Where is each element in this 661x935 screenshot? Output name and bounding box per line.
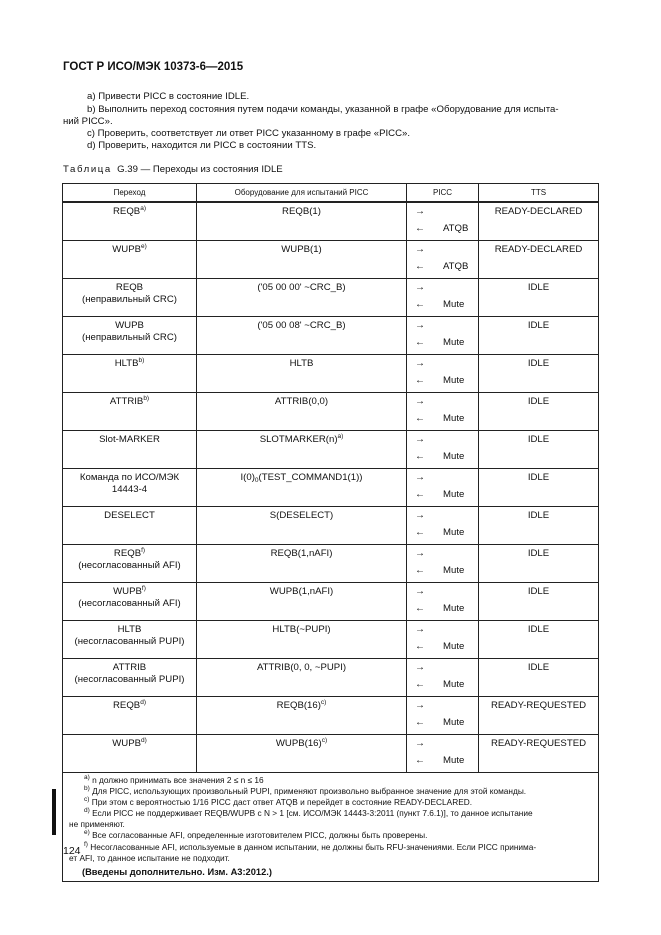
equipment-command: REQB(1,nAFI) <box>270 548 333 559</box>
footnotes-list <box>69 775 592 864</box>
transitions-table <box>62 183 599 882</box>
transition-footnote-ref: f) <box>141 585 146 592</box>
send-arrow-icon: → <box>415 548 425 559</box>
receive-arrow-icon: ← <box>415 603 425 614</box>
picc-response: Mute <box>443 299 465 310</box>
cell-transition <box>63 621 197 659</box>
cell-transition <box>63 202 197 241</box>
cell-equipment <box>197 735 407 773</box>
send-arrow-icon: → <box>415 662 425 673</box>
cell-equipment <box>197 507 407 545</box>
transition-name: HLTB <box>117 624 142 635</box>
table-row <box>63 507 599 545</box>
cell-picc <box>407 697 479 735</box>
page-number: 124 <box>63 845 81 857</box>
table-caption-prefix: Таблица <box>63 164 112 175</box>
table-row <box>63 697 599 735</box>
cell-tts <box>479 393 599 431</box>
equipment-command: HLTB <box>289 358 314 369</box>
send-arrow-icon: → <box>415 320 425 331</box>
receive-arrow-icon: ← <box>415 565 425 576</box>
equipment-command: S(DESELECT) <box>269 510 334 521</box>
footnote-text: Несогласованные AFI, используемые в данном испытании, не должны быть RFU-значениями. Если PICC принима- <box>87 841 537 852</box>
cell-picc <box>407 507 479 545</box>
footnote <box>69 842 592 853</box>
cell-picc <box>407 583 479 621</box>
cell-tts <box>479 621 599 659</box>
send-arrow-icon: → <box>415 586 425 597</box>
cell-tts <box>479 317 599 355</box>
table-row <box>63 279 599 317</box>
transition-note: (несогласованный PUPI) <box>74 636 185 647</box>
picc-response: Mute <box>443 451 465 462</box>
cell-equipment <box>197 545 407 583</box>
cell-tts <box>479 545 599 583</box>
cell-tts <box>479 735 599 773</box>
equipment-command: ATTRIB(0,0) <box>274 396 329 407</box>
send-arrow-icon: → <box>415 282 425 293</box>
tts-state: IDLE <box>527 320 550 331</box>
picc-response: Mute <box>443 641 465 652</box>
tts-state: IDLE <box>527 358 550 369</box>
transition-footnote-ref: b) <box>138 357 145 364</box>
command-rest: (TEST_COMMAND1(1)) <box>258 472 363 483</box>
cell-tts <box>479 697 599 735</box>
cell-tts <box>479 279 599 317</box>
table-caption-text: G.39 — Переходы из состояния IDLE <box>117 164 283 175</box>
transition-footnote-ref: d) <box>140 699 146 706</box>
cell-equipment <box>197 659 407 697</box>
cell-transition <box>63 697 197 735</box>
step-b: b) Выполнить переход состояния путем подачи команды, указанной в графе «Оборудование для испыта- <box>87 104 559 115</box>
picc-response: Mute <box>443 679 465 690</box>
cell-tts <box>479 583 599 621</box>
footnote-text: ет AFI, то данное испытание не подходит. <box>69 852 230 863</box>
footnote <box>69 853 592 864</box>
receive-arrow-icon: ← <box>415 489 425 500</box>
transition-footnote-ref: a) <box>140 205 146 212</box>
picc-response: Mute <box>443 337 465 348</box>
receive-arrow-icon: ← <box>415 337 425 348</box>
receive-arrow-icon: ← <box>415 717 425 728</box>
command-footnote-ref: a) <box>337 433 344 440</box>
send-arrow-icon: → <box>415 472 425 483</box>
transition-note: 14443-4 <box>111 484 148 495</box>
cell-equipment <box>197 355 407 393</box>
col-header-equipment: Оборудование для испытаний PICC <box>197 184 407 203</box>
table-row <box>63 202 599 241</box>
transition-name: REQB <box>113 700 141 711</box>
step-b-cont: ний PICC». <box>63 116 113 127</box>
footnote <box>69 819 592 830</box>
cell-picc <box>407 241 479 279</box>
cell-transition <box>63 279 197 317</box>
document-header: ГОСТ Р ИСО/МЭК 10373-6—2015 <box>63 61 244 73</box>
table-row <box>63 469 599 507</box>
transition-name: Slot-MARKER <box>99 434 160 445</box>
transition-name: ATTRIB <box>112 662 147 673</box>
footnote-mark: a) <box>84 774 90 781</box>
col-header-transition: Переход <box>63 184 197 203</box>
picc-response: Mute <box>443 565 465 576</box>
send-arrow-icon: → <box>415 738 425 749</box>
cell-tts <box>479 202 599 241</box>
cell-equipment <box>197 393 407 431</box>
col-header-tts: TTS <box>479 184 599 203</box>
send-arrow-icon: → <box>415 396 425 407</box>
transition-name: ATTRIB <box>109 396 144 407</box>
send-arrow-icon: → <box>415 358 425 369</box>
picc-response: Mute <box>443 717 465 728</box>
footnote <box>69 786 592 797</box>
receive-arrow-icon: ← <box>415 755 425 766</box>
send-arrow-icon: → <box>415 700 425 711</box>
cell-transition <box>63 507 197 545</box>
tts-state: IDLE <box>527 662 550 673</box>
cell-picc <box>407 279 479 317</box>
tts-state: READY-REQUESTED <box>490 738 587 749</box>
send-arrow-icon: → <box>415 244 425 255</box>
transition-footnote-ref: e) <box>141 243 147 250</box>
footnotes-row <box>63 773 599 882</box>
transition-name: DESELECT <box>104 510 155 521</box>
equipment-command: ('05 00 08' ~CRC_B) <box>257 320 346 331</box>
receive-arrow-icon: ← <box>415 375 425 386</box>
table-row <box>63 545 599 583</box>
receive-arrow-icon: ← <box>415 451 425 462</box>
transition-footnote-ref: d) <box>141 737 147 744</box>
equipment-command: SLOTMARKER(n) <box>259 434 338 445</box>
cell-picc <box>407 621 479 659</box>
picc-response: Mute <box>443 755 465 766</box>
step-c: c) Проверить, соответствует ли ответ PICC указанному в графе «PICC». <box>87 128 411 139</box>
receive-arrow-icon: ← <box>415 299 425 310</box>
transition-name: REQB <box>113 548 142 559</box>
equipment-command: REQB(1) <box>282 206 321 217</box>
cell-transition <box>63 583 197 621</box>
cell-equipment <box>197 583 407 621</box>
table-row <box>63 393 599 431</box>
tts-state: READY-DECLARED <box>494 244 583 255</box>
table-row <box>63 583 599 621</box>
cell-picc <box>407 393 479 431</box>
transition-note: (неправильный CRC) <box>82 294 177 305</box>
picc-response: Mute <box>443 603 465 614</box>
transition-footnote-ref: f) <box>141 547 146 554</box>
cell-tts <box>479 241 599 279</box>
picc-response: Mute <box>443 413 465 424</box>
cell-tts <box>479 659 599 697</box>
transition-note: (несогласованный PUPI) <box>74 674 185 685</box>
cell-equipment <box>197 317 407 355</box>
picc-response: ATQB <box>443 223 469 234</box>
table-row <box>63 735 599 773</box>
table-header-row <box>63 184 599 203</box>
cell-picc <box>407 431 479 469</box>
tts-state: IDLE <box>527 282 550 293</box>
cell-picc <box>407 355 479 393</box>
cell-picc <box>407 202 479 241</box>
equipment-command: WUPB(16) <box>275 738 322 749</box>
table-row <box>63 241 599 279</box>
transition-name: Команда по ИСО/МЭК <box>79 472 180 483</box>
cell-tts <box>479 431 599 469</box>
tts-state: IDLE <box>527 510 550 521</box>
cell-picc <box>407 469 479 507</box>
tts-state: IDLE <box>527 548 550 559</box>
cell-tts <box>479 355 599 393</box>
receive-arrow-icon: ← <box>415 413 425 424</box>
table-row <box>63 317 599 355</box>
tts-state: IDLE <box>527 624 550 635</box>
receive-arrow-icon: ← <box>415 679 425 690</box>
cell-transition <box>63 659 197 697</box>
cell-transition <box>63 469 197 507</box>
transition-name: WUPB <box>113 586 142 597</box>
footnote <box>69 808 592 819</box>
cell-picc <box>407 317 479 355</box>
equipment-command: I(0) <box>240 472 255 483</box>
receive-arrow-icon: ← <box>415 261 425 272</box>
transition-note: (несогласованный AFI) <box>78 598 181 609</box>
cell-picc <box>407 735 479 773</box>
col-header-picc: PICC <box>407 184 479 203</box>
cell-equipment <box>197 697 407 735</box>
cell-transition <box>63 735 197 773</box>
command-footnote-ref: c) <box>320 699 327 706</box>
cell-transition <box>63 355 197 393</box>
cell-equipment <box>197 202 407 241</box>
command-subscript: 0 <box>254 477 259 484</box>
equipment-command: WUPB(1) <box>281 244 322 255</box>
equipment-command: HLTB(~PUPI) <box>272 624 331 635</box>
transition-name: REQB <box>113 206 141 217</box>
tts-state: IDLE <box>527 586 550 597</box>
tts-state: IDLE <box>527 434 550 445</box>
receive-arrow-icon: ← <box>415 527 425 538</box>
footnote-mark: e) <box>84 829 90 837</box>
picc-response: Mute <box>443 527 465 538</box>
tts-state: IDLE <box>527 396 550 407</box>
step-d: d) Проверить, находится ли PICC в состоянии TTS. <box>87 140 317 151</box>
tts-state: READY-DECLARED <box>494 206 583 217</box>
receive-arrow-icon: ← <box>415 223 425 234</box>
table-row <box>63 659 599 697</box>
command-footnote-ref: c) <box>321 737 328 744</box>
cell-equipment <box>197 241 407 279</box>
amendment-note: (Введены дополнительно. Изм. А3:2012.) <box>82 866 272 877</box>
cell-tts <box>479 469 599 507</box>
cell-tts <box>479 507 599 545</box>
footnote-mark: c) <box>84 796 90 804</box>
footnote-text: Все согласованные AFI, определенные изготовителем PICC, должны быть проверены. <box>89 830 428 841</box>
transition-note: (неправильный CRC) <box>82 332 177 343</box>
transition-name: REQB <box>115 282 144 293</box>
picc-response: Mute <box>443 375 465 386</box>
transition-name: WUPB <box>112 738 141 749</box>
cell-equipment <box>197 469 407 507</box>
send-arrow-icon: → <box>415 624 425 635</box>
footnote-mark: b) <box>84 785 90 793</box>
footnote <box>69 797 592 808</box>
tts-state: READY-REQUESTED <box>490 700 587 711</box>
equipment-command: ('05 00 00' ~CRC_B) <box>257 282 346 293</box>
footnotes-cell <box>63 773 599 882</box>
footnote-text: Для PICC, использующих произвольный PUPI, применяют произвольно выбранное значение для этой команды. <box>89 786 527 797</box>
change-bar <box>52 789 56 835</box>
footnote-text: При этом с вероятностью 1/16 PICC даст ответ ATQB и перейдет в состояние READY-DECLARED. <box>89 797 473 808</box>
cell-transition <box>63 545 197 583</box>
transition-name: WUPB <box>115 320 144 331</box>
step-a: a) Привести PICC в состояние IDLE. <box>87 91 250 102</box>
table-row <box>63 621 599 659</box>
footnote-text: Если PICC не поддерживает REQB/WUPB с N > 1 [см. ИСО/МЭК 14443-3:2011 (пункт 7.6.1)], то данное испытание <box>89 808 533 819</box>
cell-equipment <box>197 621 407 659</box>
send-arrow-icon: → <box>415 434 425 445</box>
table-row <box>63 431 599 469</box>
footnote-text: не применяют. <box>69 819 125 830</box>
cell-equipment <box>197 431 407 469</box>
footnote <box>69 775 592 786</box>
tts-state: IDLE <box>527 472 550 483</box>
table-row <box>63 355 599 393</box>
footnote-mark: f) <box>84 840 88 848</box>
send-arrow-icon: → <box>415 510 425 521</box>
cell-transition <box>63 393 197 431</box>
footnote-text: n должно принимать все значения 2 ≤ n ≤ 16 <box>89 775 264 785</box>
receive-arrow-icon: ← <box>415 641 425 652</box>
transition-note: (несогласованный AFI) <box>78 560 181 571</box>
transition-name: WUPB <box>112 244 141 255</box>
cell-equipment <box>197 279 407 317</box>
equipment-command: WUPB(1,nAFI) <box>269 586 334 597</box>
transition-name: HLTB <box>114 358 139 369</box>
footnote <box>69 830 592 841</box>
picc-response: ATQB <box>443 261 469 272</box>
cell-transition <box>63 241 197 279</box>
cell-picc <box>407 545 479 583</box>
cell-transition <box>63 317 197 355</box>
table-caption <box>63 164 283 175</box>
cell-transition <box>63 431 197 469</box>
picc-response: Mute <box>443 489 465 500</box>
send-arrow-icon: → <box>415 206 425 217</box>
footnote-mark: d) <box>84 807 90 815</box>
transition-footnote-ref: b) <box>143 395 150 402</box>
equipment-command: REQB(16) <box>276 700 321 711</box>
cell-picc <box>407 659 479 697</box>
equipment-command: ATTRIB(0, 0, ~PUPI) <box>256 662 347 673</box>
